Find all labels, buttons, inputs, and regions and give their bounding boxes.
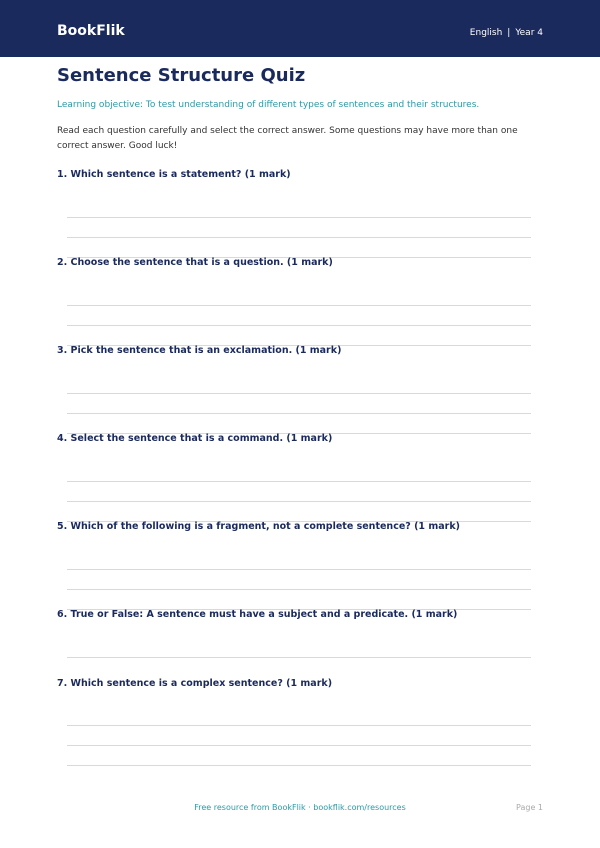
- answer-line[interactable]: [67, 501, 531, 502]
- answer-line[interactable]: [67, 589, 531, 590]
- answer-line[interactable]: [67, 217, 531, 218]
- answer-line[interactable]: [67, 325, 531, 326]
- answer-line[interactable]: [67, 657, 531, 658]
- year-label: Year 4: [515, 28, 543, 38]
- subject-label: English: [469, 28, 503, 38]
- answer-line[interactable]: [67, 237, 531, 238]
- page-number: Page 1: [516, 803, 543, 812]
- learning-objective: Learning objective: To test understanding of different types of sentences and their structures.: [57, 100, 480, 110]
- answer-line[interactable]: [67, 765, 531, 766]
- question-7: 7. Which sentence is a complex sentence? (1 mark): [57, 678, 333, 689]
- question-6: 6. True or False: A sentence must have a subject and a predicate. (1 mark): [57, 609, 458, 620]
- brand-logo: BookFlik: [57, 23, 125, 39]
- answer-line[interactable]: [67, 745, 531, 746]
- question-1: 1. Which sentence is a statement? (1 mark): [57, 169, 291, 180]
- meta-separator: |: [507, 28, 511, 38]
- answer-line[interactable]: [67, 305, 531, 306]
- answer-line[interactable]: [67, 393, 531, 394]
- answer-line[interactable]: [67, 725, 531, 726]
- answer-line[interactable]: [67, 569, 531, 570]
- footer-resource-link[interactable]: Free resource from BookFlik · bookflik.com/resources: [194, 803, 406, 812]
- question-5: 5. Which of the following is a fragment, not a complete sentence? (1 mark): [57, 521, 460, 532]
- page-title: Sentence Structure Quiz: [57, 65, 306, 86]
- instructions: Read each question carefully and select the correct answer. Some questions may have more than one correct answer. Good luck!: [57, 126, 518, 151]
- answer-line[interactable]: [67, 413, 531, 414]
- question-4: 4. Select the sentence that is a command. (1 mark): [57, 433, 333, 444]
- page-header: [0, 0, 600, 57]
- subject-year: [470, 28, 543, 38]
- question-3: 3. Pick the sentence that is an exclamation. (1 mark): [57, 345, 342, 356]
- answer-line[interactable]: [67, 481, 531, 482]
- question-2: 2. Choose the sentence that is a question. (1 mark): [57, 257, 333, 268]
